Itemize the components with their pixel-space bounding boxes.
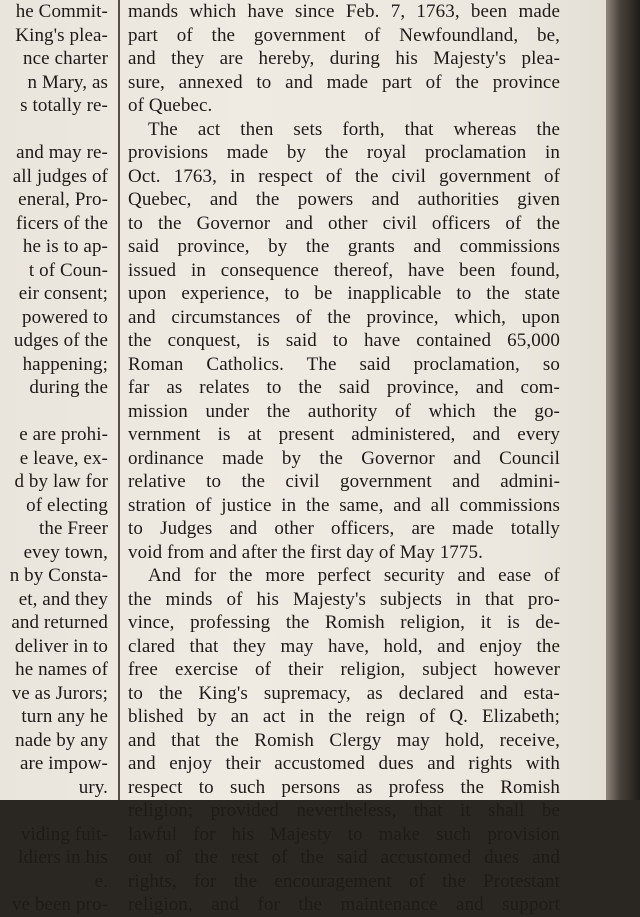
main-column-line: religion; provided nevertheless, that it shall be (128, 800, 560, 821)
left-column-line: n Mary, as (27, 71, 108, 93)
left-column-line: n by Consta- (9, 565, 108, 586)
main-column-line: said province, by the grants and commissions (128, 236, 560, 257)
main-column-line: clared that they may have, hold, and enjoy the (128, 635, 560, 657)
main-column-line: of Quebec. (128, 95, 213, 116)
left-column-line: of electing (26, 494, 108, 516)
left-column-line: ve as Jurors; (11, 682, 108, 704)
left-column-line: and returned (11, 612, 108, 633)
left-column-line: ficers of the (15, 212, 108, 234)
left-column-line: viding fuit- (20, 823, 108, 845)
main-column-line: the minds of his Majesty's subjects in that pro- (128, 588, 560, 610)
main-column-line: stration of justice in the same, and all commissions (128, 494, 560, 516)
left-column (0, 0, 108, 915)
main-column-line: to Judges and other officers, are made totally (128, 518, 560, 539)
main-column-line: out of the rest of the said accustomed dues and (128, 847, 560, 868)
main-column-line: respect to such persons as profess the Romish (128, 776, 560, 798)
left-column-line: eir consent; (18, 283, 108, 304)
main-column-line: lawful for his Majesty to make such provision (128, 823, 560, 845)
left-column-line: King's plea- (15, 24, 108, 46)
main-column-line: mands which have since Feb. 7, 1763, been made (128, 1, 560, 22)
main-column-line: sure, annexed to and made part of the province (128, 71, 560, 93)
main-column-line: to the King's supremacy, as declared and esta- (128, 682, 560, 704)
left-column-line: ldiers in his (18, 847, 108, 868)
main-column-line: relative to the civil government and admini- (128, 471, 560, 492)
left-column-line: nade by any (15, 729, 108, 751)
left-column-line: during the (29, 377, 108, 398)
main-column-line: vince, professing the Romish religion, it is de- (128, 612, 560, 633)
left-column-line: e leave, ex- (19, 447, 108, 469)
main-column-line: rights, for the encouragement of the Protestant (128, 870, 560, 892)
left-column-line (0, 400, 108, 424)
main-column-line: vernment is at present administered, and every (128, 424, 560, 445)
main-column-line: religion, and for the maintenance and support (128, 894, 560, 915)
left-column-line: happening; (22, 353, 108, 375)
main-column-line: and enjoy their accustomed dues and rights with (128, 753, 560, 774)
main-column-line: free exercise of their religion, subject however (128, 659, 560, 680)
left-column-line: the Freer (39, 518, 108, 539)
left-column-line (0, 118, 108, 142)
left-column-line: powered to (22, 306, 108, 328)
left-column-line: s totally re- (20, 95, 108, 116)
left-column-line: are impow- (19, 753, 108, 774)
left-column-line: and may re- (16, 142, 108, 163)
main-column-line: The act then sets forth, that whereas the (148, 118, 560, 140)
left-column-line: ve been pro- (11, 894, 108, 915)
left-column-line: eneral, Pro- (18, 189, 108, 210)
main-column-line: Oct. 1763, in respect of the civil government of (128, 165, 560, 187)
main-column-line: blished by an act in the reign of Q. Elizabeth; (128, 706, 560, 727)
left-column-line (0, 799, 108, 823)
page-edge-shadow (606, 0, 640, 800)
main-column-line: Roman Catholics. The said proclamation, so (128, 353, 560, 375)
column-rule (118, 0, 120, 800)
main-column-line: to the Governor and other civil officers of the (128, 212, 560, 234)
left-column-line: turn any he (21, 706, 108, 727)
left-column-line: deliver in to (14, 635, 108, 657)
left-column-line: e are prohi- (19, 424, 108, 445)
left-column-line: d by law for (14, 471, 108, 492)
left-column-line: he is to ap- (22, 236, 108, 257)
left-column-line: et, and they (18, 588, 108, 610)
main-column-line: part of the government of Newfoundland, be, (128, 24, 560, 46)
main-column-line: and that the Romish Clergy may hold, receive, (128, 729, 560, 751)
main-column-line: ordinance made by the Governor and Council (128, 447, 560, 469)
left-column-line: ury. (78, 776, 108, 798)
main-column (128, 0, 560, 915)
left-column-line: he names of (15, 659, 108, 680)
main-column-line: and circumstances of the province, which, upon (128, 306, 560, 328)
left-column-line: e. (94, 870, 108, 892)
main-column-line: issued in consequence thereof, have been found, (128, 259, 560, 281)
left-column-line: t of Coun- (28, 259, 108, 281)
main-column-line: mission under the authority of which the go- (128, 400, 560, 422)
main-column-line: and they are hereby, during his Majesty's plea- (128, 48, 560, 69)
left-column-line: all judges of (12, 165, 108, 187)
main-column-line: void from and after the first day of May 1775. (128, 541, 483, 563)
left-column-line: evey town, (23, 541, 108, 563)
main-column-line: And for the more perfect security and ease of (148, 565, 560, 586)
main-column-line: upon experience, to be inapplicable to the state (128, 283, 560, 304)
main-column-line: provisions made by the royal proclamation in (128, 142, 560, 163)
main-column-line: the conquest, is said to have contained 65,000 (128, 330, 560, 351)
left-column-line: nce charter (23, 48, 108, 69)
main-column-line: Quebec, and the powers and authorities given (128, 189, 560, 210)
left-column-line: he Commit- (15, 1, 108, 22)
left-column-line: udges of the (13, 330, 108, 351)
main-column-line: far as relates to the said province, and com- (128, 377, 560, 398)
